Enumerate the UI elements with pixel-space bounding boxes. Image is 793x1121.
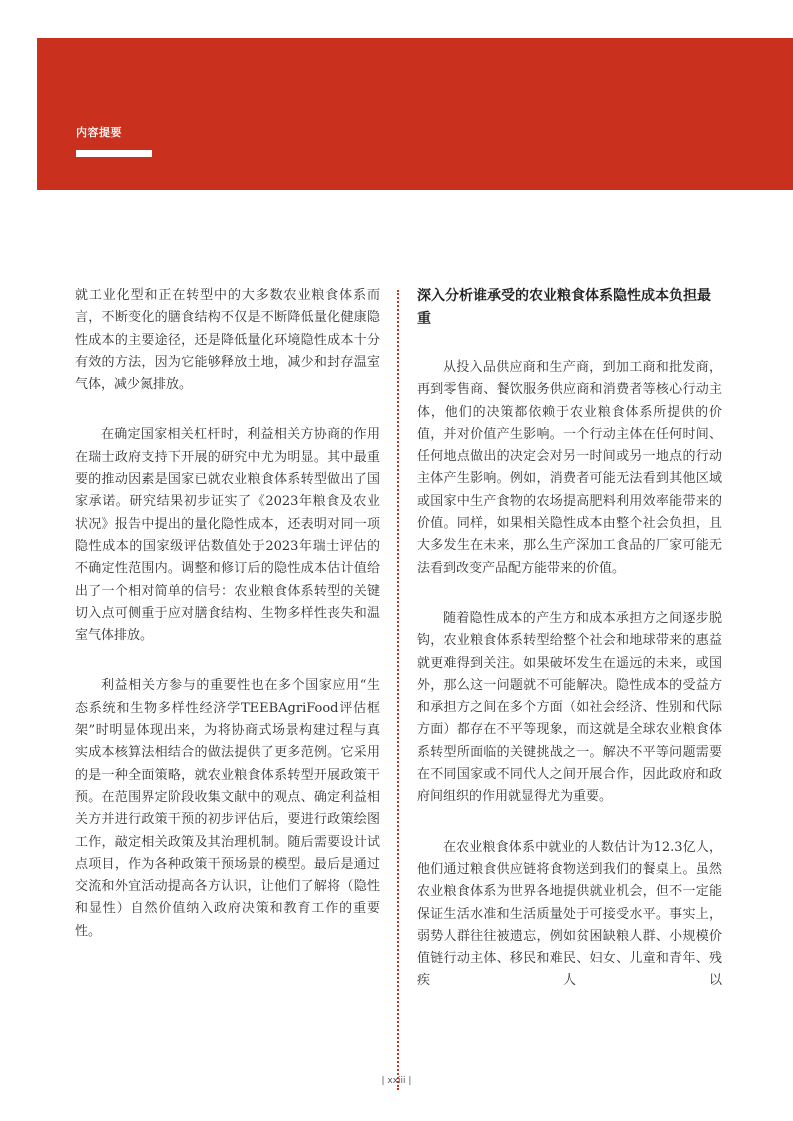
body-paragraph: 随着隐性成本的产生方和成本承担方之间逐步脱钩，农业粮食体系转型给整个社会和地球带来的惠益就更难得到关注。如果破坏发生在遥远的未来，或国外，那么这一问题就不可能解决。隐性成本的受益方和承担方之间在多个方面（如社会经济、性别和代际方面）都存在不平等现象，而这就是全球农业粮食体系转型所面临的关键挑战之一。解决不平等问题需要在不同国家或不同代人之间开展合作，因此政府和政府间组织的作用就显得尤为重要。 xyxy=(417,610,722,805)
body-paragraph: 从投入品供应商和生产商，到加工商和批发商，再到零售商、餐饮服务供应商和消费者等核心行动主体，他们的决策都依赖于农业粮食体系所提供的价值，并对价值产生影响。一个行动主体在任何时间、任何地点做出的决定会对另一时间或另一地点的行动主体产生影响。例如，消费者可能无法看到其他区域或国家中生产食物的农场提高肥料利用效率能带来的价值。同样，如果相关隐性成本由整个社会负担，且大多发生在未来，那么生产深加工食品的厂家可能无法看到改变产品配方能带来的价值。 xyxy=(417,360,722,576)
right-column xyxy=(417,285,722,1021)
left-column xyxy=(75,285,380,971)
body-paragraph: 在农业粮食体系中就业的人数估计为12.3亿人，他们通过粮食供应链将食物送到我们的餐桌上。虽然农业粮食体系为世界各地提供就业机会，但不一定能保证生活水准和生活质量处于可接受水平。事实上，弱势人群往往被遗忘，例如贫困缺粮人群、小规模价值链行动主体、移民和难民、妇女、儿童和青年、残疾人以 xyxy=(417,839,722,989)
section-underline xyxy=(76,150,152,157)
section-heading: 深入分析谁承受的农业粮食体系隐性成本负担最重 xyxy=(417,288,711,327)
column-divider xyxy=(397,290,399,1090)
body-paragraph: 利益相关方参与的重要性也在多个国家应用“生态系统和生物多样性经济学TEEBAgriFood评估框架”时明显体现出来，为将协商式场景构建过程与真实成本核算法相结合的做法提供了更多范例。它采用的是一种全面策略，就农业粮食体系转型开展政策干预。在范围界定阶段收集文献中的观点、确定利益相关方并进行政策干预的初步评估后，要进行政策绘图工作，敲定相关政策及其治理机制。随后需要设计试点项目，作为各种政策干预场景的模型。最后是通过交流和外宜活动提高各方认识，让他们了解将（隐性和显性）自然价值纳入政府决策和教育工作的重要性。 xyxy=(75,678,380,939)
body-paragraph: 就工业化型和正在转型中的大多数农业粮食体系而言，不断变化的膳食结构不仅是不断降低量化健康隐性成本的主要途径，还是降低量化环境隐性成本十分有效的方法，因为它能够释放土地，减少和封存温室气体，减少氮排放。 xyxy=(75,288,380,393)
section-label: 内容提要 xyxy=(76,126,122,139)
page-number: | xxiii | xyxy=(381,1076,412,1086)
body-paragraph: 在确定国家相关杠杆时，利益相关方协商的作用在瑞士政府支持下开展的研究中尤为明显。其中最重要的推动因素是国家已就农业粮食体系转型做出了国家承诺。研究结果初步证实了《2023年粮食及农业状况》报告中提出的量化隐性成本，还表明对同一项隐性成本的国家级评估数值处于2023年瑞士评估的不确定性范围内。调整和修订后的隐性成本估计值给出了一个相对简单的信号：农业粮食体系转型的关键切入点可侧重于应对膳食结构、生物多样性丧失和温室气体排放。 xyxy=(75,427,380,644)
header-banner xyxy=(37,38,793,190)
